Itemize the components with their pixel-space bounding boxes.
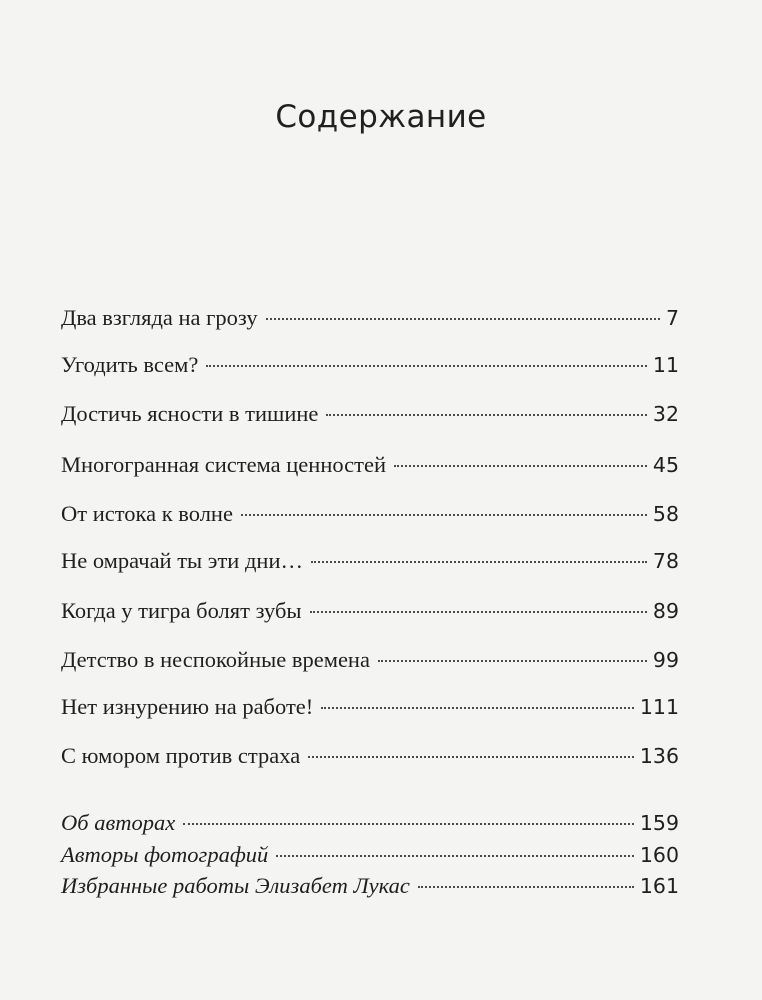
page-title: Содержание — [275, 98, 487, 135]
toc-entry-title: Нет изнурению на работе! — [61, 694, 314, 719]
toc-entry-page: 78 — [652, 549, 679, 573]
toc-entry — [61, 452, 679, 478]
dot-leader — [276, 855, 634, 857]
toc-entry-title: Не омрачай ты эти дни… — [61, 548, 303, 573]
toc-entry-page: 136 — [639, 744, 679, 768]
toc-entry-title: С юмором против страха — [61, 743, 301, 768]
toc-entry — [61, 743, 679, 769]
toc-entry-title: Детство в неспокойные времена — [61, 647, 370, 672]
toc-entry — [61, 694, 679, 720]
toc-entry-title: Достичь ясности в тишине — [61, 401, 319, 426]
toc-entry-page: 58 — [652, 502, 679, 526]
toc-entry-page: 45 — [652, 453, 679, 477]
toc-appendix-entry — [61, 842, 679, 868]
toc-entry — [61, 401, 679, 427]
toc-entry — [61, 598, 679, 624]
dot-leader — [321, 707, 634, 709]
toc-entry-title: Угодить всем? — [61, 352, 199, 377]
dot-leader — [308, 756, 634, 758]
toc-entry — [61, 548, 679, 574]
toc-appendix-entry — [61, 873, 679, 899]
toc-entry-page: 111 — [639, 695, 679, 719]
toc-entry — [61, 352, 679, 378]
toc-entry — [61, 501, 679, 527]
toc-entry — [61, 305, 679, 331]
dot-leader — [394, 465, 647, 467]
toc-entry-page: 159 — [639, 811, 679, 835]
toc-entry-title: Два взгляда на грозу — [61, 305, 258, 330]
toc-entry-page: 161 — [639, 874, 679, 898]
dot-leader — [326, 414, 646, 416]
toc-entry — [61, 647, 679, 673]
toc-entry-title: Когда у тигра болят зубы — [61, 598, 302, 623]
toc-appendix-entry — [61, 810, 679, 836]
dot-leader — [241, 514, 647, 516]
toc-entry-page: 160 — [639, 843, 679, 867]
dot-leader — [206, 365, 647, 367]
toc-entry-page: 89 — [652, 599, 679, 623]
toc-entry-title: Авторы фотографий — [61, 842, 269, 867]
toc-entry-title: От истока к волне — [61, 501, 233, 526]
dot-leader — [183, 823, 634, 825]
dot-leader — [310, 611, 647, 613]
toc-entry-page: 7 — [665, 306, 679, 330]
toc-entry-page: 11 — [652, 353, 679, 377]
toc-entry-title: Об авторах — [61, 810, 176, 835]
dot-leader — [418, 886, 634, 888]
toc-entry-title: Избранные работы Элизабет Лукас — [61, 873, 410, 898]
toc-entry-page: 32 — [652, 402, 679, 426]
dot-leader — [311, 561, 647, 563]
toc-entry-title: Многогранная система ценностей — [61, 452, 387, 477]
dot-leader — [378, 660, 647, 662]
dot-leader — [266, 318, 660, 320]
toc-entry-page: 99 — [652, 648, 679, 672]
